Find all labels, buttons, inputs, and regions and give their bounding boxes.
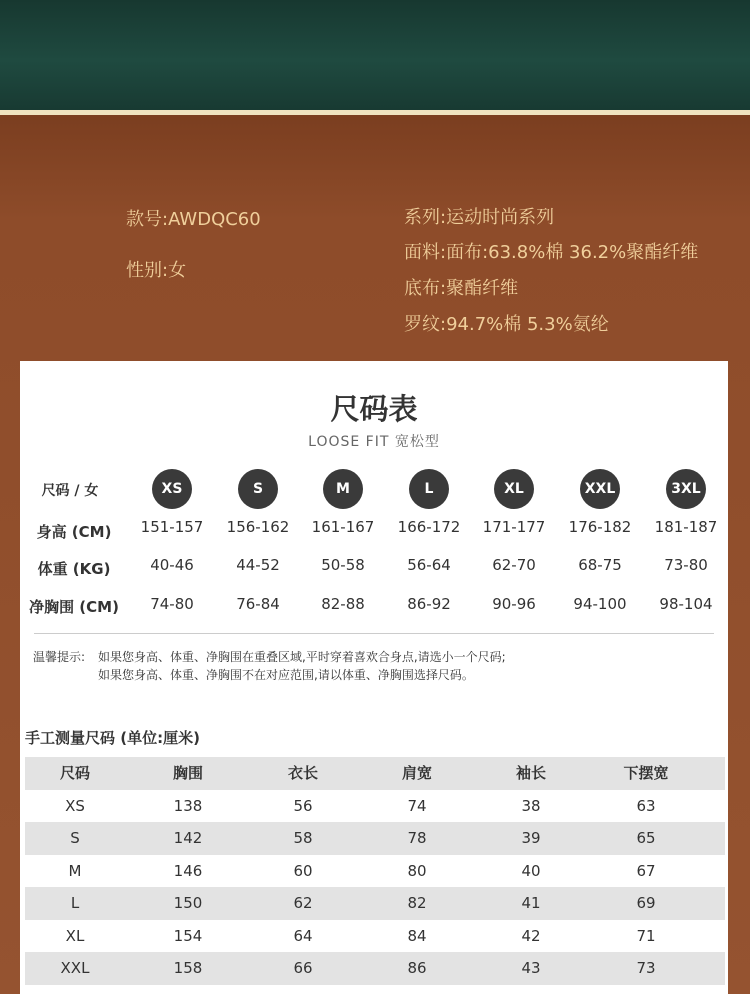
table-cell: 78	[407, 829, 427, 847]
height-label: 身高 (CM)	[36, 523, 112, 541]
size-badge-xxl: XXL	[580, 469, 620, 509]
table-row	[25, 920, 725, 953]
measure-table	[25, 757, 725, 985]
chest-label: 净胸围 (CM)	[29, 598, 119, 616]
series-label: 系列:	[404, 207, 447, 228]
size-badge-m: M	[323, 469, 363, 509]
style-number-label: 款号:	[126, 209, 169, 230]
table-cell: 71	[636, 926, 656, 945]
weight-value: 73-80	[664, 556, 708, 574]
table-row	[25, 790, 725, 823]
chest-value: 82-88	[321, 595, 365, 613]
fabric-label: 面料:	[404, 242, 447, 263]
size-chart-card	[20, 361, 728, 994]
table-cell: 66	[293, 959, 313, 977]
size-badge-xs: XS	[152, 469, 192, 509]
table-cell: 158	[173, 959, 203, 977]
tip-line-1: 如果您身高、体重、净胸围在重叠区域,平时穿着喜欢合身点,请选小一个尺码;	[98, 650, 506, 664]
size-chart-subtitle: LOOSE FIT 宽松型	[308, 434, 440, 450]
table-cell: 80	[407, 861, 427, 880]
table-cell: XS	[65, 796, 85, 815]
table-row	[25, 855, 725, 888]
weight-value: 44-52	[236, 556, 280, 574]
series	[404, 203, 554, 229]
gender	[126, 256, 186, 282]
chest-value: 98-104	[659, 595, 713, 613]
table-cell: 60	[293, 861, 313, 880]
height-value: 166-172	[397, 518, 461, 536]
height-value: 171-177	[482, 518, 546, 536]
weight-label: 体重 (KG)	[37, 560, 111, 578]
table-cell: 73	[636, 959, 656, 977]
table-cell: 40	[521, 861, 541, 880]
fabric	[404, 238, 698, 264]
ribbing-label: 罗纹:	[404, 314, 447, 335]
tip-label: 温馨提示:	[33, 650, 86, 664]
table-cell: 56	[293, 796, 313, 815]
chest-value: 90-96	[492, 595, 536, 613]
header-banner	[0, 0, 750, 110]
table-cell: 43	[521, 959, 541, 977]
gender-value: 女	[168, 260, 187, 281]
lining-value: 聚酯纤维	[446, 278, 519, 299]
height-value: 151-157	[140, 518, 204, 536]
series-value: 运动时尚系列	[446, 207, 555, 228]
table-row	[25, 822, 725, 855]
header-cell: 下摆宽	[623, 764, 669, 782]
table-cell: 154	[173, 926, 203, 945]
table-cell: 62	[293, 894, 313, 912]
weight-value: 50-58	[321, 556, 365, 574]
table-cell: XXL	[60, 959, 90, 977]
size-badge-s: S	[238, 469, 278, 509]
header-cell: 袖长	[515, 764, 546, 782]
size-badge-3xl: 3XL	[666, 469, 706, 509]
height-value: 181-187	[654, 518, 718, 536]
header-cell: 胸围	[172, 764, 203, 782]
gender-label: 性别:	[126, 260, 169, 281]
table-cell: 142	[173, 829, 203, 847]
tip-line-2: 如果您身高、体重、净胸围不在对应范围,请以体重、净胸围选择尺码。	[98, 668, 474, 682]
table-cell: 63	[636, 796, 656, 815]
weight-value: 68-75	[578, 556, 622, 574]
weight-value: 62-70	[492, 556, 536, 574]
table-row	[25, 887, 725, 920]
table-cell: 82	[407, 894, 427, 912]
table-cell: 69	[636, 894, 656, 912]
size-chart-title: 尺码表	[330, 392, 418, 426]
table-cell: 42	[521, 926, 541, 945]
table-cell: 74	[407, 796, 427, 815]
table-cell: 138	[173, 796, 203, 815]
size-header: 尺码 / 女	[41, 483, 99, 499]
style-number	[126, 205, 261, 231]
ribbing-value: 94.7%棉 5.3%氨纶	[446, 314, 609, 335]
table-cell: 146	[173, 861, 203, 880]
fabric-value: 面布:63.8%棉 36.2%聚酯纤维	[446, 242, 699, 263]
table-cell: 38	[521, 796, 541, 815]
table-cell: 150	[173, 894, 203, 912]
ribbing	[404, 310, 609, 336]
table-cell: 58	[293, 829, 313, 847]
table-cell: 65	[636, 829, 656, 847]
style-number-value: AWDQC60	[168, 209, 261, 230]
table-cell: 64	[293, 926, 313, 945]
height-value: 176-182	[568, 518, 632, 536]
measure-table-title: 手工测量尺码 (单位:厘米)	[25, 729, 200, 747]
divider	[34, 633, 714, 634]
height-value: 156-162	[226, 518, 290, 536]
header-cell: 肩宽	[401, 764, 432, 782]
table-cell: 41	[521, 894, 541, 912]
weight-value: 56-64	[407, 556, 451, 574]
size-badge-xl: XL	[494, 469, 534, 509]
table-cell: 39	[521, 829, 541, 847]
lining	[404, 274, 518, 300]
measure-table-header	[25, 757, 725, 790]
chest-value: 86-92	[407, 595, 451, 613]
weight-value: 40-46	[150, 556, 194, 574]
table-cell: XL	[65, 926, 85, 945]
chest-value: 94-100	[573, 595, 627, 613]
header-cell: 衣长	[287, 764, 318, 782]
table-cell: M	[68, 861, 82, 880]
table-cell: 84	[407, 926, 427, 945]
table-cell: 86	[407, 959, 427, 977]
size-badge-l: L	[409, 469, 449, 509]
table-cell: L	[70, 894, 80, 912]
height-value: 161-167	[311, 518, 375, 536]
table-cell: 67	[636, 861, 656, 880]
table-row	[25, 952, 725, 985]
chest-value: 74-80	[150, 595, 194, 613]
chest-value: 76-84	[236, 595, 280, 613]
header-cell: 尺码	[59, 764, 90, 782]
table-cell: S	[70, 829, 80, 847]
lining-label: 底布:	[404, 278, 447, 299]
